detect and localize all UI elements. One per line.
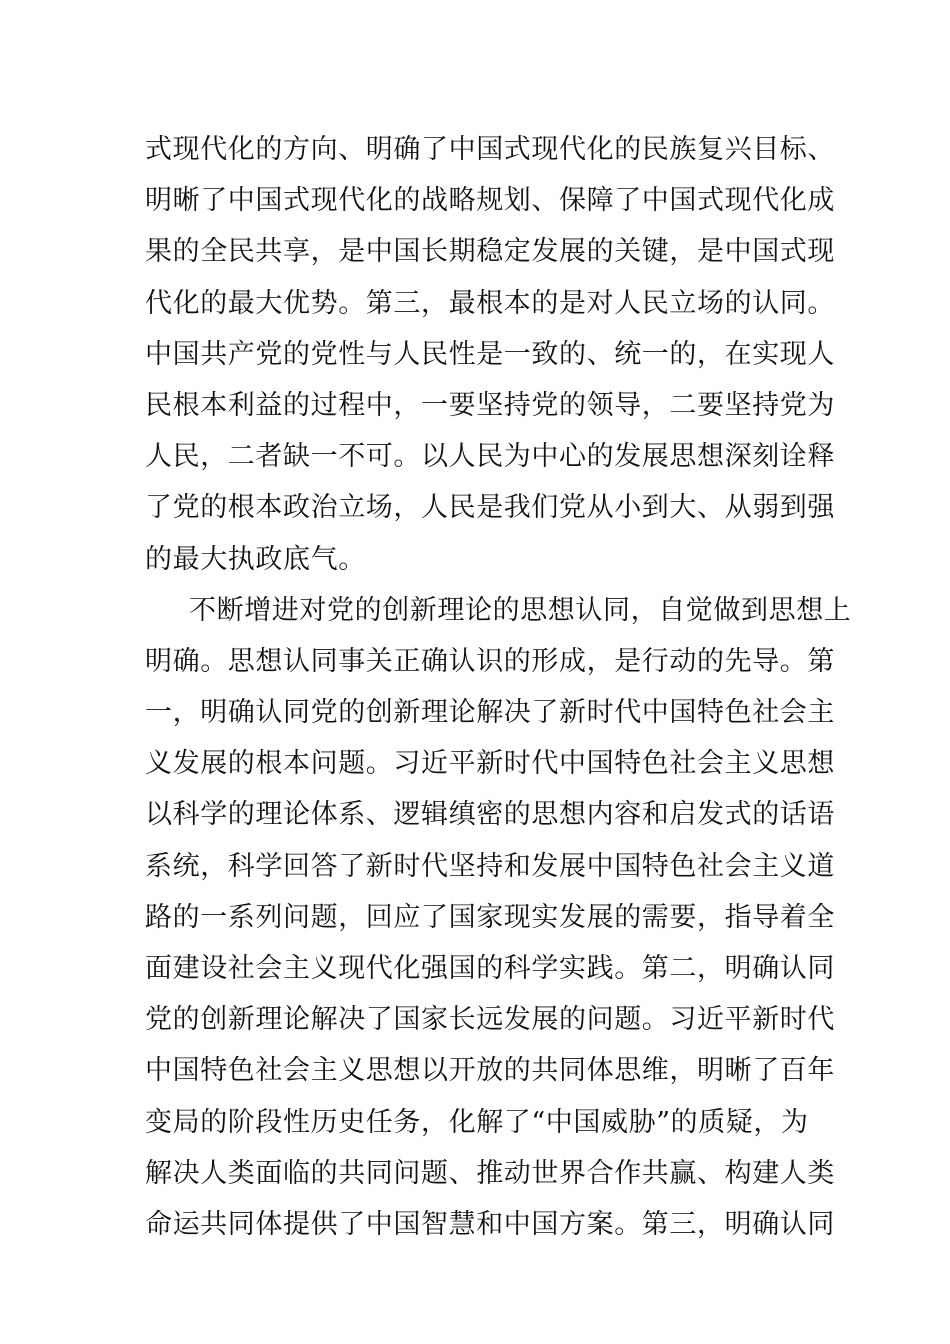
text-line: 变局的阶段性历史任务，化解了“中国威胁”的质疑，为 <box>145 1106 809 1138</box>
text-line: 中国特色社会主义思想以开放的共同体思维，明晰了百年 <box>145 1055 835 1087</box>
text-line: 明确。思想认同事关正确认识的形成，是行动的先导。第 <box>145 645 835 677</box>
text-line: 解决人类面临的共同问题、推动世界合作共赢、构建人类 <box>145 1157 835 1189</box>
text-line: 一，明确认同党的创新理论解决了新时代中国特色社会主 <box>145 697 835 729</box>
text-line: 命运共同体提供了中国智慧和中国方案。第三，明确认同 <box>145 1208 835 1240</box>
text-line: 果的全民共享，是中国长期稳定发展的关键，是中国式现 <box>145 236 835 268</box>
text-line: 明晰了中国式现代化的战略规划、保障了中国式现代化成 <box>145 185 835 217</box>
body-text <box>145 124 852 1250</box>
text-line: 人民，二者缺一不可。以人民为中心的发展思想深刻诠释 <box>145 441 835 473</box>
paragraph-1 <box>145 124 835 585</box>
text-line: 系统，科学回答了新时代坚持和发展中国特色社会主义道 <box>145 850 835 882</box>
text-line: 的最大执政底气。 <box>145 543 366 575</box>
text-line: 中国共产党的党性与人民性是一致的、统一的，在实现人 <box>145 338 835 370</box>
text-line: 代化的最大优势。第三，最根本的是对人民立场的认同。 <box>145 287 835 319</box>
text-line: 党的创新理论解决了国家长远发展的问题。习近平新时代 <box>145 1004 835 1036</box>
text-line: 面建设社会主义现代化强国的科学实践。第二，明确认同 <box>145 953 835 984</box>
text-line: 路的一系列问题，回应了国家现实发展的需要，指导着全 <box>145 901 835 933</box>
text-line: 民根本利益的过程中，一要坚持党的领导，二要坚持党为 <box>145 389 835 421</box>
text-line: 了党的根本政治立场，人民是我们党从小到大、从弱到强 <box>145 492 835 524</box>
text-line: 不断增进对党的创新理论的思想认同，自觉做到思想上 <box>189 594 852 626</box>
text-line: 式现代化的方向、明确了中国式现代化的民族复兴目标、 <box>145 134 835 165</box>
text-line: 义发展的根本问题。习近平新时代中国特色社会主义思想 <box>145 748 835 780</box>
paragraph-2 <box>145 585 852 1250</box>
text-line: 以科学的理论体系、逻辑缜密的思想内容和启发式的话语 <box>145 799 835 831</box>
